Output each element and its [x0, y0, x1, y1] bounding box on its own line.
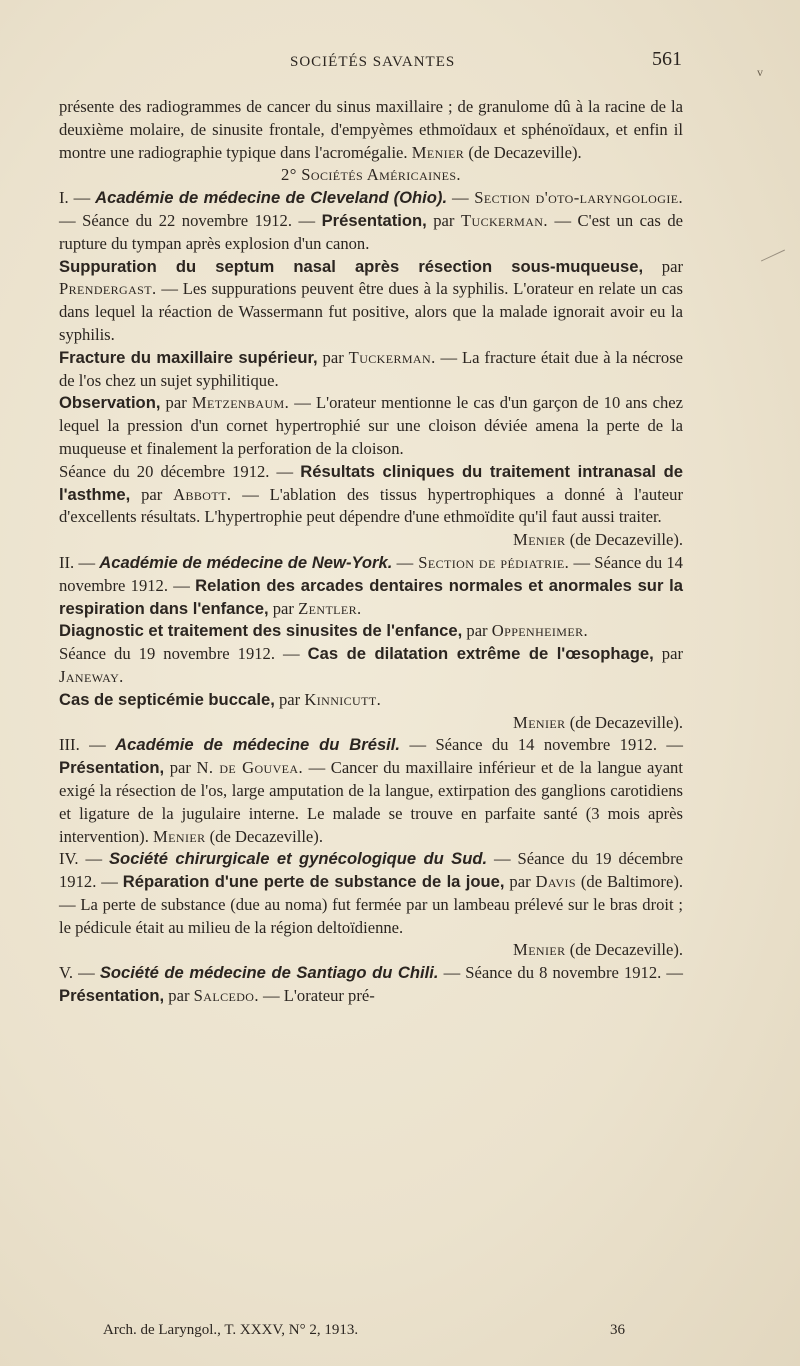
- paragraph-asthme: Séance du 20 décembre 1912. — Résultats cliniques du traitement intranasal de l'asthme, par Abbott. — L'ablation des tissus hypertrophiques a donné à l'auteur d'excellents résultats. L'hypertrophie peut dépendre d'une ethmoïdite qu'il faut aussi traiter.: [59, 461, 683, 527]
- signature-line: Menier (de Decazeville).: [513, 530, 683, 550]
- paragraph-suppuration: Suppuration du septum nasal après résection sous-muqueuse, par Prendergast. — Les suppurations peuvent être dues à la syphilis. L'orateur en relate un cas dans lequel la réaction de Wassermann fut positive, alors que la malade ignorait avoir eu la syphilis.: [59, 256, 683, 344]
- page-footer: [103, 1322, 625, 1339]
- section-cleveland: I. — Académie de médecine de Cleveland (Ohio). — Section d'oto-laryngologie. — Séance du 22 novembre 1912. — Présentation, par Tuckerman. — C'est un cas de rupture du tympan après explosion d'un canon.: [59, 188, 684, 253]
- author-signature: Menier: [411, 142, 465, 162]
- paragraph-fracture: Fracture du maxillaire supérieur, par Tuckerman. — La fracture était due à la nécrose de l'os chez un sujet syphilitique.: [59, 347, 684, 390]
- paragraph-oesophage: Séance du 19 novembre 1912. — Cas de dilatation extrême de l'œsophage, par Janeway.: [59, 644, 683, 686]
- section-new-york: II. — Académie de médecine de New-York. — Section de pédiatrie. — Séance du 14 novembre 1912. — Relation des arcades dentaires normales et anormales sur la respiration dans l'enfance, par Zentler.: [59, 552, 683, 618]
- signature-mark: 36: [610, 1322, 625, 1338]
- section-chili: V. — Société de médecine de Santiago du Chili. — Séance du 8 novembre 1912. — Présentation, par Salcedo. — L'orateur pré-: [59, 963, 684, 1006]
- academy-title: Académie de médecine du Brésil.: [115, 735, 401, 755]
- section-heading: 2° Sociétés Américaines.: [281, 165, 461, 185]
- academy-title: Société de médecine de Santiago du Chili.: [99, 963, 439, 983]
- academy-title: Société chirurgicale et gynécologique du Sud.: [108, 849, 488, 869]
- paragraph-intro: présente des radiogrammes de cancer du sinus maxillaire ; de granulome dû à la racine de la deuxième molaire, de sinusite frontale, d'empyèmes ethmoïdaux et sphénoïdaux, et enfin il montre une radiographie typique dans l'acromégalie. Menier (de Decazeville).: [59, 97, 683, 162]
- paragraph-sinusites: Diagnostic et traitement des sinusites de l'enfance, par Oppenheimer.: [59, 621, 589, 641]
- journal-citation: Arch. de Laryngol., T. XXXV, N° 2, 1913.: [103, 1322, 359, 1338]
- signature-line: Menier (de Decazeville).: [513, 712, 683, 732]
- academy-title: Académie de médecine de New-York.: [99, 552, 393, 572]
- section-bresil: III. — Académie de médecine du Brésil. — Séance du 14 novembre 1912. — Présentation, par N. de Gouvea. — Cancer du maxillaire inférieur et de la langue ayant exigé la résection de l'os, large amputation de la langue, extirpation des ganglions carotidiens et ligature de la jugulaire interne. Le malade se trouve en parfaite santé (3 mois après intervention). Menier (de Decazeville).: [59, 735, 683, 846]
- page-header: [60, 48, 684, 78]
- running-head: SOCIÉTÉS SAVANTES: [290, 54, 456, 70]
- page-number: 561: [652, 48, 682, 70]
- paragraph-septicemie: Cas de septicémie buccale, par Kinnicutt.: [59, 689, 382, 709]
- document-body: [59, 96, 683, 1008]
- signature-line: Menier (de Decazeville).: [513, 940, 683, 960]
- margin-mark: v: [757, 65, 763, 79]
- section-sud: IV. — Société chirurgicale et gynécologique du Sud. — Séance du 19 décembre 1912. — Réparation d'une perte de substance de la joue, par Davis (de Baltimore). — La perte de substance (due au noma) fut fermée par un lambeau prélevé sur le bras droit ; le pédicule était au milieu de la région deltoïdienne.: [59, 849, 683, 937]
- academy-title: Académie de médecine de Cleveland: [95, 188, 389, 208]
- margin-stroke: [761, 250, 785, 262]
- paragraph-observation: Observation, par Metzenbaum. — L'orateur mentionne le cas d'un garçon de 10 ans chez lequel la pression d'un cornet hypertrophié sur une cloison déviée amena la perte de la muqueuse et finalement la perforation de la cloison.: [59, 393, 683, 458]
